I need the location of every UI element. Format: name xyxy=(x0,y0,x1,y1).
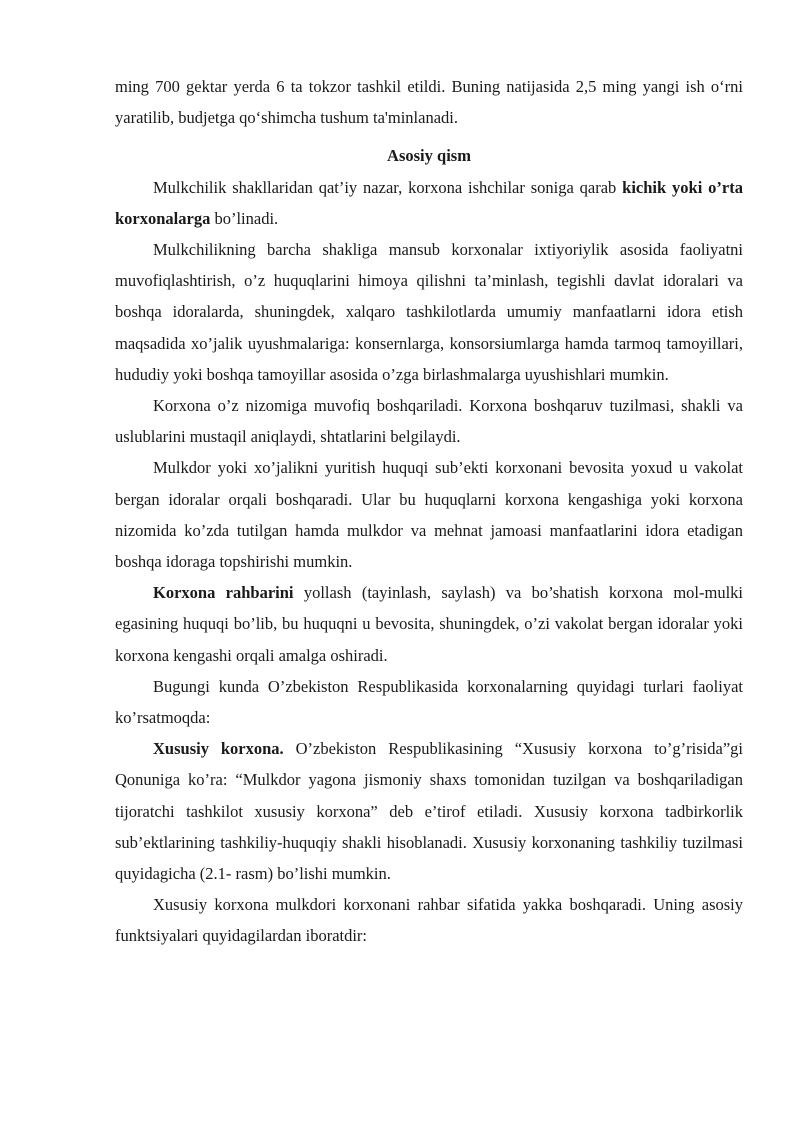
paragraph-text: bo’linadi. xyxy=(210,208,279,228)
paragraph-charter: Korxona o’z nizomiga muvofiq boshqariladi. Korxona boshqaruv tuzilmasi, shakli va uslublarini mustaqil aniqlaydi, shtatlarini belgilaydi. xyxy=(115,396,743,447)
section-heading: Asosiy qism xyxy=(387,146,471,166)
paragraph-text: Mulkchilik shakllaridan qat’iy nazar, korxona ishchilar soniga qarab xyxy=(153,177,623,197)
bold-term: kichik yoki o’rta korxonalarga xyxy=(115,177,743,228)
paragraph-private-enterprise xyxy=(115,733,743,889)
bold-term: Korxona rahbarini xyxy=(153,583,294,603)
paragraph-director xyxy=(115,577,743,671)
paragraph-owner-functions: Xususiy korxona mulkdori korxonani rahbar sifatida yakka boshqaradi. Uning asosiy funktsiyalari quyidagilardan iboratdir: xyxy=(115,895,743,946)
bold-term: Xususiy korxona. xyxy=(153,739,284,759)
paragraph-owner-management: Mulkdor yoki xo’jalikni yuritish huquqi sub’ekti korxonani bevosita yoxud u vakolat bergan idoralar orqali boshqaradi. Ular bu huquqlarni korxona kengashiga yoki korxona nizomida ko’zda tutilgan hamda mulkdor va mehnat jamoasi manfaatlarini idora etadigan boshqa idoraga topshirishi mumkin. xyxy=(115,458,743,572)
paragraph-text: O’zbekiston Respublikasining “Xususiy korxona to’g’risida”gi Qonuniga ko’ra: “Mulkdor yagona jismoniy shaxs tomonidan tuzilgan va boshqariladigan tijoratchi tashkilot xususiy korxona” deb e’tirof etiladi. Xususiy korxona tadbirkorlik sub’ektlarining tashkiliy-huquqiy shakli hisoblanadi. Xususiy korxonaning tashkiliy tuzilmasi quyidagicha (2.1- rasm) bo’lishi mumkin. xyxy=(115,739,743,884)
document-page xyxy=(115,71,743,952)
paragraph-enterprise-size xyxy=(115,172,743,234)
paragraph-associations: Mulkchilikning barcha shakliga mansub korxonalar ixtiyoriylik asosida faoliyatni muvofiqlashtirish, o’z huquqlarini himoya qilishni ta’minlash, tegishli davlat idoralari va boshqa idoralarda, shuningdek, xalqaro tashkilotlarda umumiy manfaatlarni idora etish maqsadida xo’jalik uyushmalariga: konsernlarga, konsorsiumlarga hamda tarmoq tamoyillari, hududiy yoki boshqa tamoyillar asosida o’zga birlashmalarga uyushishlari mumkin. xyxy=(115,240,743,384)
paragraph-enterprise-types: Bugungi kunda O’zbekiston Respublikasida korxonalarning quyidagi turlari faoliyat ko’rsatmoqda: xyxy=(115,676,743,728)
paragraph-text: yollash (tayinlash, saylash) va bo’shatish korxona mol-mulki egasining huquqi bo’lib, bu huquqni u bevosita, shuningdek, o’zi vakolat bergan idoralar yoki korxona kengashi orqali amalga oshiradi. xyxy=(115,583,743,665)
intro-paragraph: ming 700 gektar yerda 6 ta tokzor tashkil etildi. Buning natijasida 2,5 ming yangi ish o‘rni yaratilib, budjetga qo‘shimcha tushum ta'minlanadi. xyxy=(115,77,743,128)
